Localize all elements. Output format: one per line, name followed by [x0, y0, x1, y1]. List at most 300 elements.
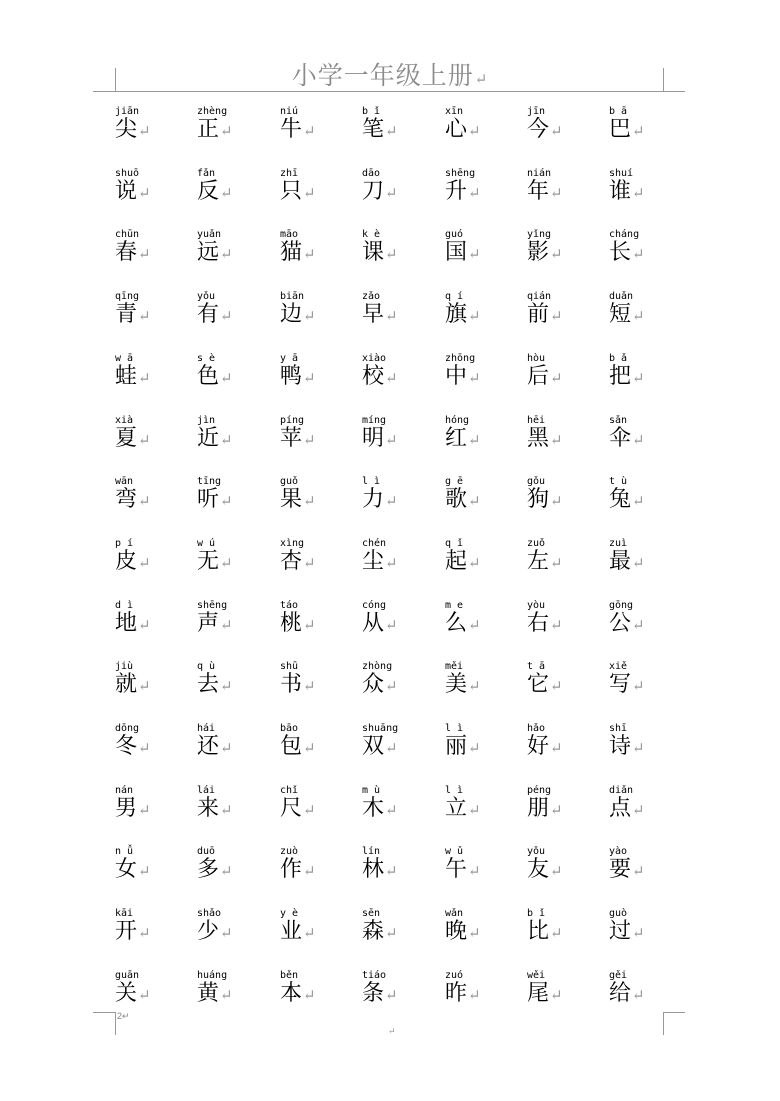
character-cell [445, 846, 525, 904]
character-cell [527, 538, 607, 596]
hanzi: 森 [362, 919, 385, 945]
hanzi-line [527, 179, 563, 206]
paragraph-mark: ↵ [550, 800, 563, 819]
pinyin: sēn [362, 908, 381, 920]
paragraph-mark: ↵ [385, 553, 398, 572]
hanzi-line [280, 857, 316, 884]
pinyin: chén [362, 537, 387, 549]
paragraph-mark: ↵ [138, 800, 151, 819]
character-cell [527, 291, 607, 349]
hanzi-line [445, 549, 481, 576]
pinyin: jìn [197, 414, 216, 426]
pinyin: guān [115, 969, 140, 981]
pinyin: zuò [280, 846, 299, 858]
paragraph-mark: ↵ [632, 368, 645, 387]
pinyin: hǎo [527, 723, 546, 734]
paragraph-mark: ↵ [468, 368, 481, 387]
hanzi-line [445, 611, 481, 638]
pinyin: d ì [115, 599, 134, 611]
pinyin: sǎn [609, 414, 628, 426]
hanzi: 好 [527, 734, 550, 759]
paragraph-mark: ↵ [138, 615, 151, 634]
hanzi: 作 [280, 857, 303, 883]
character-cell [362, 106, 442, 164]
hanzi-line [115, 364, 151, 391]
paragraph-mark: ↵ [632, 739, 645, 757]
hanzi: 就 [115, 672, 138, 698]
character-cell [609, 291, 689, 349]
hanzi: 晚 [445, 919, 468, 945]
paragraph-mark: ↵ [632, 183, 645, 202]
footer-corner-left-v [115, 1012, 116, 1035]
hanzi-line [445, 487, 481, 514]
hanzi-line [197, 302, 233, 329]
pinyin: guò [609, 908, 628, 920]
character-cell [445, 291, 525, 349]
hanzi: 昨 [445, 980, 468, 1006]
pinyin: táo [280, 599, 299, 611]
hanzi: 牛 [280, 117, 303, 142]
hanzi: 春 [115, 240, 138, 266]
hanzi: 尖 [115, 117, 138, 142]
pinyin: dōng [115, 723, 140, 734]
character-cell [362, 908, 442, 966]
paragraph-mark: ↵ [220, 985, 233, 1004]
hanzi-line [115, 796, 151, 823]
hanzi: 心 [445, 117, 468, 142]
hanzi: 力 [362, 487, 385, 513]
hanzi: 起 [445, 548, 468, 574]
character-cell [280, 353, 360, 411]
pinyin: gōng [609, 599, 634, 611]
hanzi: 尾 [527, 980, 550, 1006]
character-cell [197, 723, 277, 781]
hanzi-line [280, 672, 316, 699]
paragraph-mark: ↵ [138, 183, 151, 202]
paragraph-mark: ↵ [303, 924, 316, 943]
hanzi-line [609, 487, 645, 514]
pinyin: q ǐ [445, 537, 464, 549]
hanzi-line [280, 919, 316, 946]
character-cell [280, 600, 360, 658]
pinyin: y è [280, 908, 299, 920]
hanzi: 立 [445, 795, 468, 821]
character-cell [115, 661, 195, 719]
hanzi-line [280, 240, 316, 267]
hanzi: 业 [280, 919, 303, 945]
paragraph-mark: ↵ [468, 307, 481, 326]
paragraph-mark: ↵ [468, 924, 481, 943]
hanzi-line [115, 487, 151, 514]
character-cell [362, 291, 442, 349]
pinyin: l ì [445, 784, 464, 796]
hanzi-line [115, 611, 151, 638]
paragraph-mark: ↵ [550, 245, 563, 264]
character-cell [609, 415, 689, 473]
hanzi-line [527, 117, 563, 144]
page-number [117, 1011, 130, 1022]
hanzi-line [280, 302, 316, 329]
hanzi: 少 [197, 919, 220, 945]
hanzi-line [197, 364, 233, 391]
pinyin: hēi [527, 414, 546, 426]
hanzi: 黑 [527, 425, 550, 451]
hanzi: 友 [527, 857, 550, 883]
header-corner-left [115, 68, 116, 91]
hanzi-line [362, 240, 398, 267]
hanzi-line [445, 117, 481, 144]
paragraph-mark: ↵ [220, 492, 233, 511]
hanzi-line [527, 364, 563, 391]
character-cell [445, 661, 525, 719]
pinyin: b ā [609, 106, 628, 117]
character-cell [445, 415, 525, 473]
character-cell [362, 476, 442, 534]
hanzi: 本 [280, 980, 303, 1006]
pinyin: gěi [609, 969, 628, 981]
character-cell [527, 229, 607, 287]
pinyin: jīn [527, 106, 546, 117]
pinyin: yǒu [527, 846, 546, 858]
pinyin: niú [280, 106, 299, 117]
paragraph-mark: ↵ [632, 924, 645, 943]
pinyin: yòu [527, 599, 546, 611]
paragraph-mark: ↵ [385, 739, 398, 757]
paragraph-mark: ↵ [303, 800, 316, 819]
paragraph-mark: ↵ [385, 677, 398, 696]
paragraph-mark: ↵ [468, 553, 481, 572]
paragraph-mark: ↵ [385, 245, 398, 264]
character-cell [362, 353, 442, 411]
character-cell [280, 970, 360, 1028]
paragraph-mark: ↵ [220, 862, 233, 881]
hanzi: 开 [115, 919, 138, 945]
hanzi: 朋 [527, 795, 550, 821]
hanzi: 短 [609, 302, 632, 328]
pinyin: hái [197, 723, 216, 734]
character-cell [609, 476, 689, 534]
hanzi: 写 [609, 672, 632, 698]
paragraph-mark: ↵ [138, 985, 151, 1004]
hanzi-line [115, 426, 151, 453]
character-cell [362, 168, 442, 226]
hanzi: 冬 [115, 734, 138, 759]
character-cell [609, 106, 689, 164]
hanzi-line [609, 364, 645, 391]
paragraph-mark: ↵ [303, 368, 316, 387]
hanzi: 书 [280, 672, 303, 698]
hanzi: 点 [609, 795, 632, 821]
hanzi-line [280, 364, 316, 391]
hanzi-line [362, 487, 398, 514]
hanzi: 把 [609, 363, 632, 389]
hanzi: 夏 [115, 425, 138, 451]
hanzi: 青 [115, 302, 138, 328]
pinyin: t ù [609, 476, 628, 488]
hanzi-line [197, 672, 233, 699]
hanzi-line [280, 549, 316, 576]
character-cell [197, 415, 277, 473]
hanzi: 地 [115, 610, 138, 636]
hanzi-line [609, 302, 645, 329]
hanzi-line [280, 117, 316, 144]
paragraph-mark: ↵ [122, 1011, 130, 1021]
paragraph-mark: ↵ [632, 615, 645, 634]
paragraph-mark: ↵ [385, 615, 398, 634]
character-cell [280, 476, 360, 534]
character-cell [362, 785, 442, 843]
paragraph-mark: ↵ [303, 307, 316, 326]
hanzi: 谁 [609, 178, 632, 204]
hanzi: 来 [197, 795, 220, 821]
paragraph-mark: ↵ [385, 307, 398, 326]
pinyin: k è [362, 229, 381, 241]
pinyin: yǒu [197, 291, 216, 303]
hanzi: 尘 [362, 548, 385, 574]
hanzi-line [280, 611, 316, 638]
hanzi-line [362, 796, 398, 823]
hanzi: 桃 [280, 610, 303, 636]
hanzi: 诗 [609, 734, 632, 759]
character-cell [197, 538, 277, 596]
pinyin: kāi [115, 908, 134, 920]
pinyin: q ù [197, 661, 216, 673]
paragraph-mark: ↵ [468, 862, 481, 881]
paragraph-mark: ↵ [550, 985, 563, 1004]
pinyin: yào [609, 846, 628, 858]
pinyin: wān [115, 476, 134, 488]
paragraph-mark: ↵ [138, 677, 151, 696]
pinyin: w ǔ [445, 846, 464, 858]
hanzi-line [527, 426, 563, 453]
hanzi-line [527, 302, 563, 329]
hanzi-line [197, 734, 233, 761]
paragraph-mark: ↵ [550, 862, 563, 881]
hanzi: 它 [527, 672, 550, 698]
hanzi: 蛙 [115, 363, 138, 389]
hanzi-line [362, 611, 398, 638]
paragraph-mark: ↵ [220, 553, 233, 572]
character-cell [197, 600, 277, 658]
paragraph-mark: ↵ [385, 492, 398, 511]
pinyin: shī [609, 723, 628, 734]
character-cell [445, 353, 525, 411]
paragraph-mark: ↵ [468, 739, 481, 757]
character-cell [527, 970, 607, 1028]
paragraph-mark: ↵ [385, 368, 398, 387]
pinyin: m ù [362, 784, 381, 796]
pinyin: zhōng [445, 352, 476, 364]
character-cell [115, 415, 195, 473]
paragraph-mark: ↵ [550, 677, 563, 696]
character-cell [445, 785, 525, 843]
pinyin: hóng [445, 414, 470, 426]
paragraph-mark: ↵ [385, 430, 398, 449]
footer-corner-right-v [663, 1012, 664, 1035]
pinyin: s è [197, 352, 216, 364]
paragraph-mark: ↵ [303, 183, 316, 202]
character-cell [280, 661, 360, 719]
character-cell [362, 538, 442, 596]
hanzi-line [527, 549, 563, 576]
character-cell [362, 846, 442, 904]
hanzi: 边 [280, 302, 303, 328]
hanzi-line [527, 487, 563, 514]
paragraph-mark: ↵ [220, 307, 233, 326]
pinyin: píng [280, 414, 305, 426]
hanzi-line [197, 240, 233, 267]
character-cell [197, 291, 277, 349]
hanzi-line [115, 117, 151, 144]
character-cell [609, 600, 689, 658]
hanzi: 课 [362, 240, 385, 266]
hanzi-line [609, 117, 645, 144]
hanzi: 最 [609, 548, 632, 574]
pinyin: běn [280, 969, 299, 981]
paragraph-mark: ↵ [468, 492, 481, 511]
pinyin: xià [115, 414, 134, 426]
character-cell [197, 106, 277, 164]
paragraph-mark: ↵ [632, 862, 645, 881]
hanzi-line [197, 611, 233, 638]
paragraph-mark: ↵ [220, 924, 233, 943]
hanzi: 黄 [197, 980, 220, 1006]
hanzi: 双 [362, 734, 385, 759]
hanzi-line [362, 364, 398, 391]
hanzi: 美 [445, 672, 468, 698]
hanzi: 午 [445, 857, 468, 883]
character-cell [445, 229, 525, 287]
pinyin: bāo [280, 723, 299, 734]
hanzi-line [445, 857, 481, 884]
paragraph-mark: ↵ [303, 492, 316, 511]
paragraph-mark: ↵ [468, 430, 481, 449]
paragraph-mark: ↵ [385, 924, 398, 943]
character-cell [445, 970, 525, 1028]
pinyin: zhèng [197, 106, 228, 117]
paragraph-mark: ↵ [468, 245, 481, 264]
hanzi: 长 [609, 240, 632, 266]
hanzi-line [115, 240, 151, 267]
hanzi-line [609, 611, 645, 638]
hanzi-line [197, 426, 233, 453]
hanzi: 今 [527, 117, 550, 142]
hanzi-line [115, 672, 151, 699]
hanzi: 说 [115, 178, 138, 204]
hanzi-line [197, 549, 233, 576]
hanzi-line [197, 919, 233, 946]
character-cell [527, 600, 607, 658]
paragraph-mark: ↵ [138, 862, 151, 881]
hanzi: 右 [527, 610, 550, 636]
hanzi: 听 [197, 487, 220, 513]
character-cell [197, 846, 277, 904]
pinyin: míng [362, 414, 387, 426]
pinyin: diǎn [609, 784, 634, 796]
paragraph-mark: ↵ [550, 183, 563, 202]
paragraph-mark: ↵ [632, 245, 645, 264]
pinyin: guǒ [280, 476, 299, 488]
pinyin: g ē [445, 476, 464, 488]
pinyin: lín [362, 846, 381, 858]
pinyin: péng [527, 784, 552, 796]
pinyin: qīng [115, 291, 140, 303]
character-cell [197, 970, 277, 1028]
hanzi-line [115, 179, 151, 206]
character-cell [609, 229, 689, 287]
hanzi: 旗 [445, 302, 468, 328]
character-cell [280, 846, 360, 904]
pinyin: l ì [445, 723, 464, 734]
character-cell [527, 106, 607, 164]
hanzi-line [609, 179, 645, 206]
hanzi-line [197, 857, 233, 884]
hanzi: 尺 [280, 795, 303, 821]
hanzi-line [362, 549, 398, 576]
character-cell [280, 723, 360, 781]
character-cell [609, 723, 689, 781]
paragraph-mark: ↵ [303, 862, 316, 881]
character-cell [115, 785, 195, 843]
character-cell [280, 168, 360, 226]
hanzi: 给 [609, 980, 632, 1006]
paragraph-mark: ↵ [550, 430, 563, 449]
hanzi: 苹 [280, 425, 303, 451]
pinyin: zuó [445, 969, 464, 981]
pinyin: zǎo [362, 291, 381, 303]
pinyin: biān [280, 291, 305, 303]
character-cell [280, 106, 360, 164]
hanzi-line [445, 981, 481, 1008]
hanzi: 兔 [609, 487, 632, 513]
hanzi-line [527, 611, 563, 638]
paragraph-mark: ↵ [138, 430, 151, 449]
character-cell [527, 476, 607, 534]
hanzi-line [197, 179, 233, 206]
paragraph-mark: ↵ [303, 245, 316, 264]
hanzi-line [115, 857, 151, 884]
hanzi: 有 [197, 302, 220, 328]
hanzi-line [362, 919, 398, 946]
paragraph-mark: ↵ [303, 677, 316, 696]
pinyin: shū [280, 661, 299, 673]
hanzi: 升 [445, 178, 468, 204]
paragraph-mark: ↵ [303, 122, 316, 140]
paragraph-mark: ↵ [303, 430, 316, 449]
pinyin: měi [445, 661, 464, 673]
paragraph-mark: ↵ [138, 368, 151, 387]
hanzi-line [445, 919, 481, 946]
hanzi-line [527, 919, 563, 946]
character-cell [445, 106, 525, 164]
hanzi: 果 [280, 487, 303, 513]
pinyin: shēng [197, 599, 228, 611]
character-cell [197, 168, 277, 226]
header-title-text: 小学一年级上册 [291, 61, 474, 90]
paragraph-mark: ↵ [468, 122, 481, 140]
paragraph-mark: ↵ [550, 122, 563, 140]
paragraph-mark: ↵ [468, 985, 481, 1004]
hanzi: 包 [280, 734, 303, 759]
hanzi-line [362, 981, 398, 1008]
character-cell [115, 353, 195, 411]
hanzi: 女 [115, 857, 138, 883]
paragraph-mark: ↵ [550, 924, 563, 943]
hanzi-line [280, 179, 316, 206]
pinyin: yuǎn [197, 229, 222, 241]
paragraph-mark: ↵ [632, 492, 645, 511]
paragraph-mark: ↵ [550, 553, 563, 572]
